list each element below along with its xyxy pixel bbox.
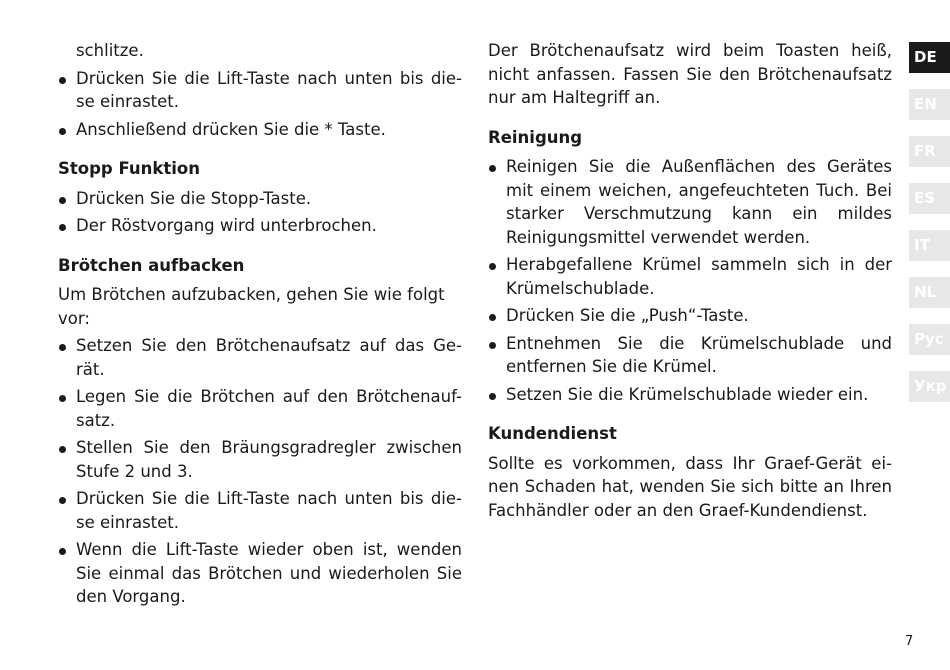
cleaning-list — [488, 155, 892, 406]
tab-es[interactable]: ES — [909, 183, 950, 214]
tab-uk[interactable]: Укр — [909, 371, 950, 402]
list-item: Legen Sie die Brötchen auf den Brötchenauf-satz. — [58, 385, 462, 432]
list-item: Der Röstvorgang wird unterbrochen. — [58, 214, 462, 238]
rolls-intro: Um Brötchen aufzubacken, gehen Sie wie folgt vor: — [58, 285, 445, 328]
service-heading: Kundendienst — [488, 424, 617, 443]
list-item: Drücken Sie die Lift-Taste nach unten bis die-se einrastet. — [58, 67, 462, 114]
rolls-heading: Brötchen aufbacken — [58, 255, 245, 275]
list-item: Anschließend drücken Sie die * Taste. — [58, 118, 462, 142]
warning-text: Der Brötchenaufsatz wird beim Toasten heiß, nicht anfassen. Fassen Sie den Brötchenaufsatz nur am Haltegriff an. — [488, 41, 892, 107]
continued-text: schlitze. — [76, 41, 144, 60]
list-item: Stellen Sie den Bräungsgradregler zwischen Stufe 2 und 3. — [58, 436, 462, 483]
rolls-steps-list — [58, 334, 462, 609]
right-column — [488, 39, 892, 522]
tab-de[interactable]: DE — [909, 42, 950, 73]
left-column — [58, 39, 462, 613]
list-item: Setzen Sie die Krümelschublade wieder ein. — [488, 383, 892, 407]
list-item: Drücken Sie die „Push“-Taste. — [488, 304, 892, 328]
lift-steps-list — [58, 67, 462, 142]
list-item: Drücken Sie die Lift-Taste nach unten bis die-se einrastet. — [58, 487, 462, 534]
list-item: Drücken Sie die Stopp-Taste. — [58, 187, 462, 211]
tab-ru[interactable]: Рус — [909, 324, 950, 355]
list-item: Wenn die Lift-Taste wieder oben ist, wenden Sie einmal das Brötchen und wiederholen Sie den Vorgang. — [58, 538, 462, 609]
tab-en[interactable]: EN — [909, 89, 950, 120]
stop-function-list — [58, 187, 462, 238]
tab-it[interactable]: IT — [909, 230, 950, 261]
tab-fr[interactable]: FR — [909, 136, 950, 167]
list-item: Setzen Sie den Brötchenaufsatz auf das Ge-rät. — [58, 334, 462, 381]
service-text: Sollte es vorkommen, dass Ihr Graef-Gerät ei-nen Schaden hat, wenden Sie sich bitte an Ihren Fachhändler oder an den Graef-Kundendienst. — [488, 453, 892, 520]
tab-nl[interactable]: NL — [909, 277, 950, 308]
list-item: Herabgefallene Krümel sammeln sich in der Krümelschublade. — [488, 253, 892, 300]
list-item: Reinigen Sie die Außenflächen des Gerätes mit einem weichen, angefeuchteten Tuch. Bei starker Verschmutzung kann ein mildes Reinigungsmittel verwendet werden. — [488, 155, 892, 249]
page-number: 7 — [905, 634, 914, 649]
language-tabs — [909, 42, 950, 418]
stop-function-heading: Stopp Funktion — [58, 159, 201, 178]
cleaning-heading: Reinigung — [488, 127, 583, 147]
list-item: Entnehmen Sie die Krümelschublade und entfernen Sie die Krümel. — [488, 332, 892, 379]
